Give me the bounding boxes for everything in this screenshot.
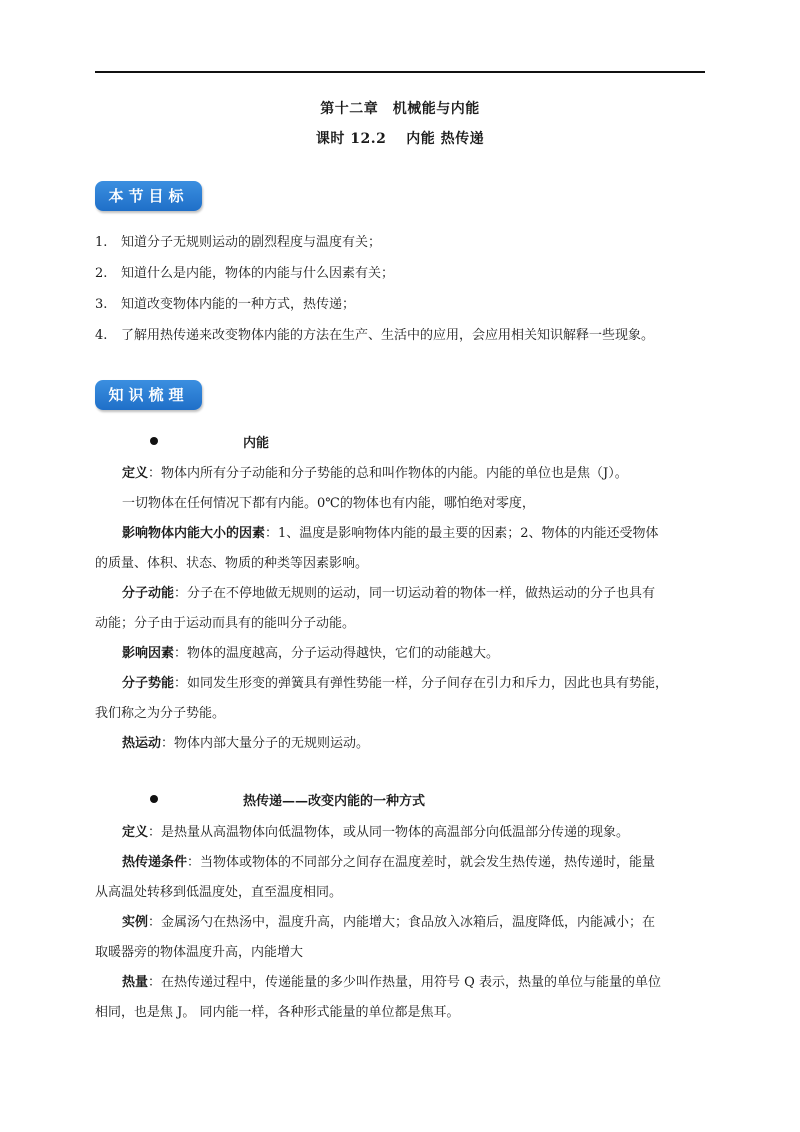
goal-item: 3. 知道改变物体内能的一种方式，热传递；: [95, 297, 356, 312]
header-rule: [95, 71, 705, 73]
text-line: 我们称之为分子势能。: [95, 706, 226, 721]
knowledge-badge: 知识梳理: [95, 380, 202, 410]
section-heading-internal-energy: 内能: [150, 432, 269, 451]
bullet-icon: [150, 795, 158, 803]
text-line: 相同，也是焦 J。 同内能一样，各种形式能量的单位都是焦耳。: [95, 1005, 460, 1020]
condition-line: 热传递条件：当物体或物体的不同部分之间存在温度差时，就会发生热传递，热传递时，能量: [122, 855, 656, 870]
goal-item: 2. 知道什么是内能，物体的内能与什么因素有关；: [95, 266, 395, 281]
text-line: 一切物体在任何情况下都有内能。0℃的物体也有内能，哪怕绝对零度，: [122, 496, 535, 511]
goal-item: 4. 了解用热传递来改变物体内能的方法在生产、生活中的应用，会应用相关知识解释一些现象。: [95, 328, 655, 343]
kinetic-energy-line: 分子动能：分子在不停地做无规则的运动，同一切运动着的物体一样，做热运动的分子也具有: [122, 586, 656, 601]
potential-energy-line: 分子势能：如同发生形变的弹簧具有弹性势能一样，分子间存在引力和斥力，因此也具有势能，: [122, 676, 669, 691]
example-line: 实例：金属汤勺在热汤中，温度升高，内能增大；食品放入冰箱后，温度降低，内能减小；在: [122, 915, 656, 930]
text-line: 的质量、体积、状态、物质的种类等因素影响。: [95, 556, 369, 571]
heat-line: 热量：在热传递过程中，传递能量的多少叫作热量，用符号 Q 表示，热量的单位与能量的单位: [122, 975, 661, 990]
text-line: 取暖器旁的物体温度升高，内能增大: [95, 945, 304, 960]
bullet-icon: [150, 437, 158, 445]
text-line: 动能；分子由于运动而具有的能叫分子动能。: [95, 616, 356, 631]
goal-item: 1. 知道分子无规则运动的剧烈程度与温度有关；: [95, 235, 382, 250]
factors-line: 影响物体内能大小的因素：1、温度是影响物体内能的最主要的因素；2、物体的内能还受物体: [122, 526, 659, 541]
text-line: 从高温处转移到低温度处，直至温度相同。: [95, 885, 343, 900]
influence-line: 影响因素：物体的温度越高，分子运动得越快，它们的动能越大。: [122, 646, 500, 661]
definition-line: 定义：是热量从高温物体向低温物体，或从同一物体的高温部分向低温部分传递的现象。: [122, 825, 630, 840]
thermal-motion-line: 热运动：物体内部大量分子的无规则运动。: [122, 736, 370, 751]
section-heading-heat-transfer: 热传递——改变内能的一种方式: [150, 790, 425, 809]
lesson-title: 课时 12.2 内能 热传递: [315, 131, 485, 147]
goals-badge: 本节目标: [95, 181, 202, 211]
chapter-title: 第十二章 机械能与内能: [320, 101, 480, 117]
definition-line: 定义：物体内所有分子动能和分子势能的总和叫作物体的内能。内能的单位也是焦（J）。: [122, 466, 628, 481]
goals-list: [95, 232, 735, 356]
